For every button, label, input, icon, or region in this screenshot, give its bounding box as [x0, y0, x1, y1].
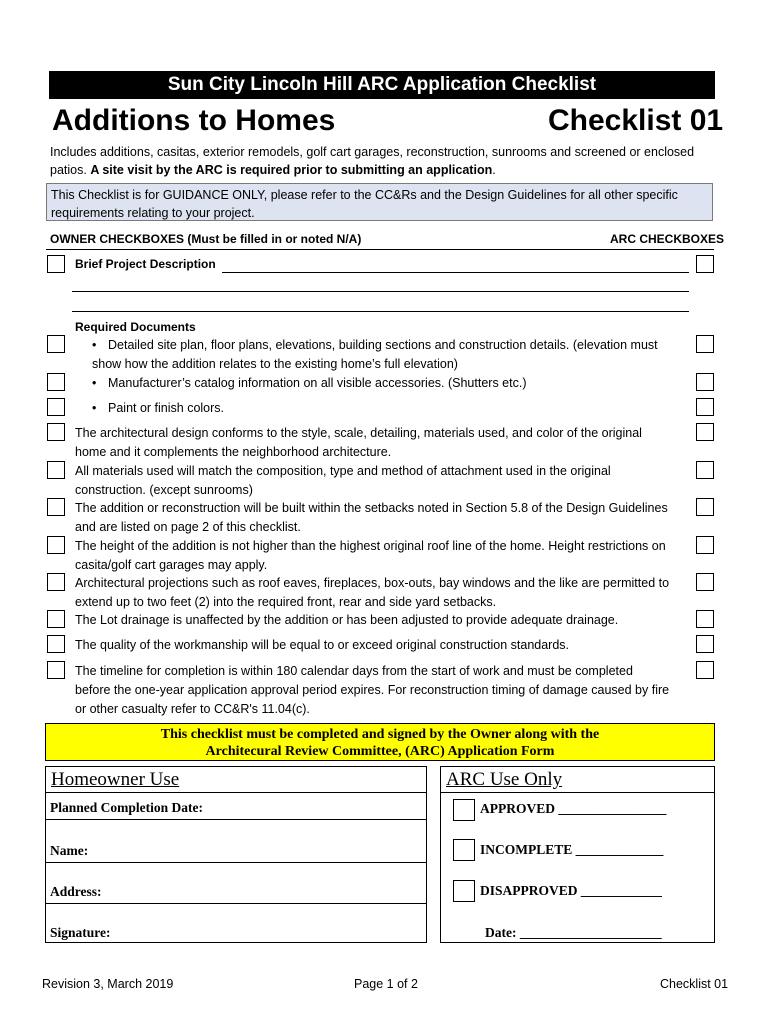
bullet-glyph: •: [92, 376, 97, 390]
brief-description-line-2[interactable]: [72, 291, 689, 292]
owner-checkboxes-header: OWNER CHECKBOXES (Must be filled in or noted N/A): [50, 232, 362, 246]
incomplete-label: INCOMPLETE _____________: [480, 842, 664, 857]
owner-checkbox-workmanship[interactable]: [47, 635, 65, 653]
arc-use-title: ARC Use Only: [446, 769, 563, 790]
homeowner-panel: [45, 766, 427, 943]
arc-checkbox-height[interactable]: [696, 536, 714, 554]
arc-checkbox-projections[interactable]: [696, 573, 714, 591]
owner-checkbox-drainage[interactable]: [47, 610, 65, 628]
item-setbacks-line2: and are listed on page 2 of this checklist.: [75, 520, 301, 534]
item-workmanship-line1: The quality of the workmanship will be equal to or exceed original construction standards.: [75, 638, 570, 652]
arc-checkbox-site-plan[interactable]: [696, 335, 714, 353]
signature-label: Signature:: [50, 925, 111, 940]
homeowner-title: Homeowner Use: [51, 769, 180, 790]
owner-checkbox-timeline[interactable]: [47, 661, 65, 679]
disapproved-checkbox[interactable]: [453, 880, 475, 902]
approved-label: APPROVED ________________: [480, 801, 667, 816]
arc-date-label: Date: _____________________: [485, 925, 662, 940]
item-drainage-line1: The Lot drainage is unaffected by the addition or has been adjusted to provide adequate drainage.: [75, 613, 619, 627]
owner-checkbox-setbacks[interactable]: [47, 498, 65, 516]
arc-checkbox-workmanship[interactable]: [696, 635, 714, 653]
required-documents-heading: Required Documents: [75, 320, 196, 334]
owner-checkbox-site-plan[interactable]: [47, 335, 65, 353]
owner-checkbox-architectural-design[interactable]: [47, 423, 65, 441]
footer-page-number: Page 1 of 2: [354, 977, 418, 991]
notice-line-2: Architecural Review Committee, (ARC) Application Form: [205, 744, 555, 759]
incomplete-checkbox[interactable]: [453, 839, 475, 861]
item-materials-line1: All materials used will match the composition, type and method of attachment used in the original: [75, 464, 611, 478]
checklist-banner: Sun City Lincoln Hill ARC Application Checklist: [49, 71, 715, 99]
address-field[interactable]: [46, 903, 426, 904]
intro-bold-text: A site visit by the ARC is required prior to submitting an application: [90, 163, 493, 177]
arc-checkbox-drainage[interactable]: [696, 610, 714, 628]
guidance-box: This Checklist is for GUIDANCE ONLY, please refer to the CC&Rs and the Design Guidelines for all other specific requirements relating to your project.: [46, 183, 713, 221]
completion-notice: [45, 723, 715, 761]
owner-checkbox-materials[interactable]: [47, 461, 65, 479]
item-setbacks-line1: The addition or reconstruction will be built within the setbacks noted in Section 5.8 of the Design Guidelines: [75, 501, 668, 515]
item-architectural-design-line1: The architectural design conforms to the style, scale, detailing, materials used, and color of the original: [75, 426, 642, 440]
intro-paragraph: [50, 143, 720, 179]
arc-checkbox-catalog[interactable]: [696, 373, 714, 391]
item-site-plan-line2: show how the addition relates to the existing home’s full elevation): [92, 357, 458, 371]
name-label: Name:: [50, 843, 89, 858]
bullet-glyph: •: [92, 401, 97, 415]
bullet-glyph: •: [92, 338, 97, 352]
arc-checkboxes-header: ARC CHECKBOXES: [610, 232, 725, 246]
arc-checkbox-materials[interactable]: [696, 461, 714, 479]
item-timeline-line3: or other casualty refer to CC&R's 11.04(c).: [75, 702, 310, 716]
planned-completion-date-field[interactable]: [46, 819, 426, 820]
disapproved-label: DISAPPROVED ____________: [480, 883, 662, 898]
header-divider: [46, 249, 714, 250]
item-timeline-line2: before the one-year application approval period expires. For reconstruction timing of damage caused by fire: [75, 683, 670, 697]
owner-checkbox-height[interactable]: [47, 536, 65, 554]
brief-description-line-3[interactable]: [72, 311, 689, 312]
address-label: Address:: [50, 884, 102, 899]
arc-use-panel: [440, 766, 715, 943]
intro-text: Includes additions, casitas, exterior remodels, golf cart garages, reconstruction, sunrooms and screened or enclosed patios.: [50, 145, 695, 177]
brief-description-label: Brief Project Description: [75, 257, 216, 271]
owner-checkbox-brief[interactable]: [47, 255, 65, 273]
brief-description-line-1[interactable]: [222, 272, 689, 273]
footer-checklist-id: Checklist 01: [660, 977, 729, 991]
arc-checkbox-architectural-design[interactable]: [696, 423, 714, 441]
arc-checkbox-paint[interactable]: [696, 398, 714, 416]
planned-completion-date-label: Planned Completion Date:: [50, 800, 203, 815]
item-architectural-design-line2: home and it complements the neighborhood architecture.: [75, 445, 392, 459]
item-materials-line2: construction. (except sunrooms): [75, 483, 253, 497]
arc-checkbox-brief[interactable]: [696, 255, 714, 273]
item-projections-line2: extend up to two feet (2) into the required front, rear and side yard setbacks.: [75, 595, 497, 609]
owner-checkbox-paint[interactable]: [47, 398, 65, 416]
item-timeline-line1: The timeline for completion is within 180 calendar days from the start of work and must be completed: [75, 664, 633, 678]
checklist-id: Checklist 01: [548, 104, 724, 137]
item-site-plan-line1: Detailed site plan, floor plans, elevations, building sections and construction details. (elevation must: [108, 338, 658, 352]
item-height-line1: The height of the addition is not higher than the highest original roof line of the home. Height restrictions on: [75, 539, 666, 553]
notice-line-1: This checklist must be completed and signed by the Owner along with the: [160, 727, 600, 742]
homeowner-title-divider: [46, 792, 426, 793]
arc-checkbox-timeline[interactable]: [696, 661, 714, 679]
item-catalog-line1: Manufacturer’s catalog information on all visible accessories. (Shutters etc.): [108, 376, 527, 390]
item-paint-line1: Paint or finish colors.: [108, 401, 225, 415]
arc-checkbox-setbacks[interactable]: [696, 498, 714, 516]
item-height-line2: casita/golf cart garages may apply.: [75, 558, 268, 572]
arc-title-divider: [441, 792, 714, 793]
name-field[interactable]: [46, 862, 426, 863]
owner-checkbox-catalog[interactable]: [47, 373, 65, 391]
item-projections-line1: Architectural projections such as roof eaves, fireplaces, box-outs, bay windows and the like are permitted to: [75, 576, 670, 590]
intro-end: .: [492, 163, 496, 177]
page-title: Additions to Homes: [52, 104, 336, 137]
footer-revision: Revision 3, March 2019: [42, 977, 174, 991]
approved-checkbox[interactable]: [453, 799, 475, 821]
owner-checkbox-projections[interactable]: [47, 573, 65, 591]
